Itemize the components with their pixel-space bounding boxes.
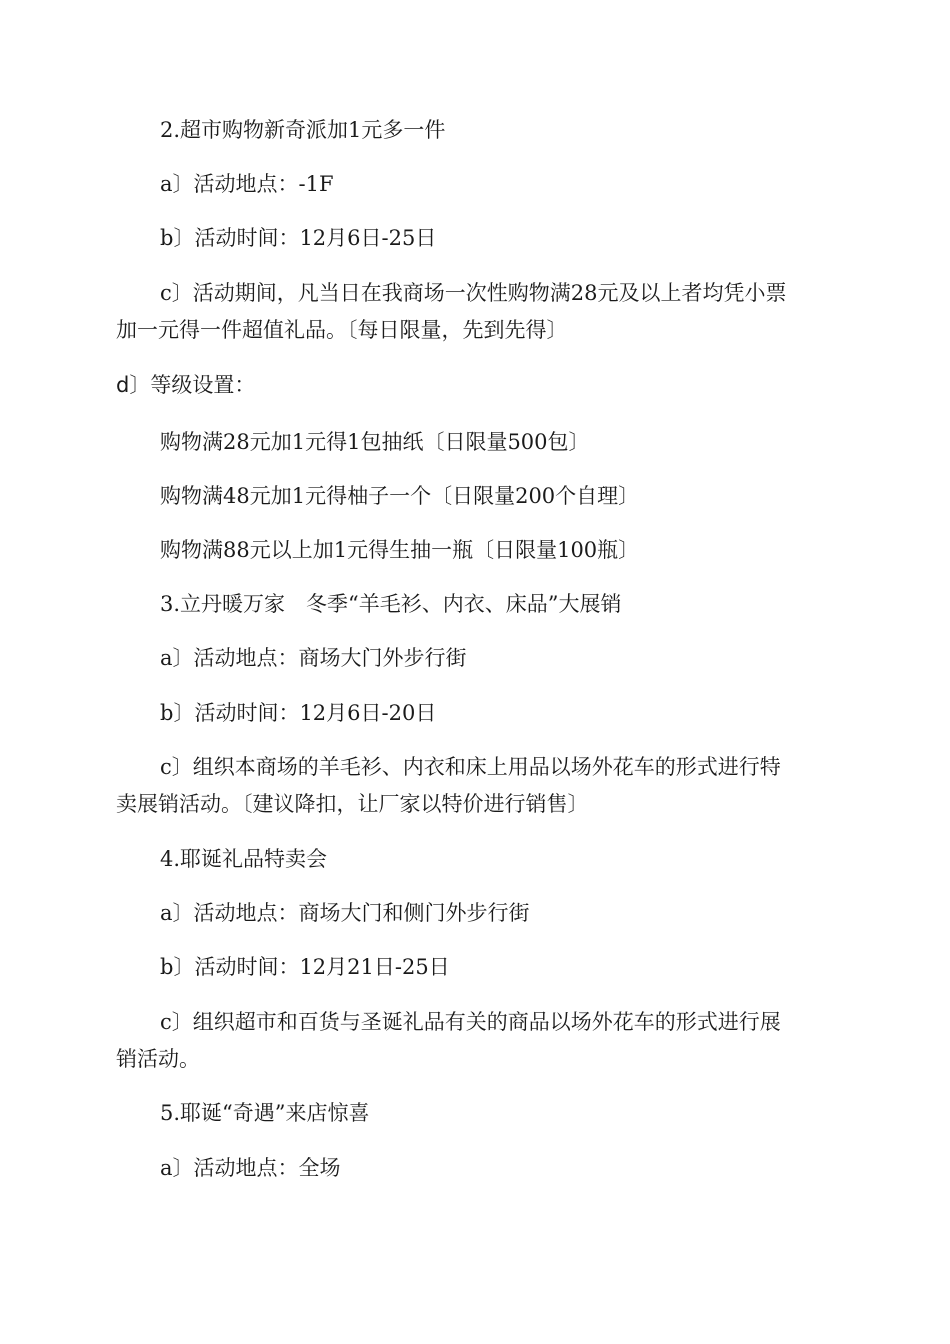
section-2-heading: 2.超市购物新奇派加1元多一件 — [160, 118, 446, 142]
section-4-description: c〕组织超市和百货与圣诞礼品有关的商品以场外花车的形式进行展 — [160, 1010, 781, 1034]
section-3-heading: 3.立丹暖万家 冬季“羊毛衫、内衣、床品”大展销 — [160, 592, 622, 616]
level-item-1: 购物满28元加1元得1包抽纸〔日限量500包〕 — [160, 430, 590, 454]
section-5-location: a〕活动地点：全场 — [160, 1156, 341, 1180]
section-4-location: a〕活动地点：商场大门和侧门外步行街 — [160, 901, 530, 925]
section-2-level-heading: d〕等级设置： — [116, 373, 256, 397]
section-2-time: b〕活动时间：12月6日-25日 — [160, 226, 437, 250]
level-item-3: 购物满88元以上加1元得生抽一瓶〔日限量100瓶〕 — [160, 538, 640, 562]
section-4-time: b〕活动时间：12月21日-25日 — [160, 955, 450, 979]
section-5-heading: 5.耶诞“奇遇”来店惊喜 — [160, 1101, 370, 1125]
section-2-location: a〕活动地点：-1F — [160, 172, 334, 196]
section-4-heading: 4.耶诞礼品特卖会 — [160, 847, 328, 871]
section-3-description-cont: 卖展销活动。〔建议降扣，让厂家以特价进行销售〕 — [116, 792, 589, 816]
section-4-description-cont: 销活动。 — [116, 1047, 200, 1071]
section-3-time: b〕活动时间：12月6日-20日 — [160, 701, 437, 725]
section-2-description: c〕活动期间，凡当日在我商场一次性购物满28元及以上者均凭小票 — [160, 281, 787, 305]
section-3-location: a〕活动地点：商场大门外步行街 — [160, 646, 467, 670]
section-3-description: c〕组织本商场的羊毛衫、内衣和床上用品以场外花车的形式进行特 — [160, 755, 781, 779]
section-2-description-cont: 加一元得一件超值礼品。〔每日限量，先到先得〕 — [116, 318, 568, 342]
level-item-2: 购物满48元加1元得柚子一个〔日限量200个自理〕 — [160, 484, 640, 508]
